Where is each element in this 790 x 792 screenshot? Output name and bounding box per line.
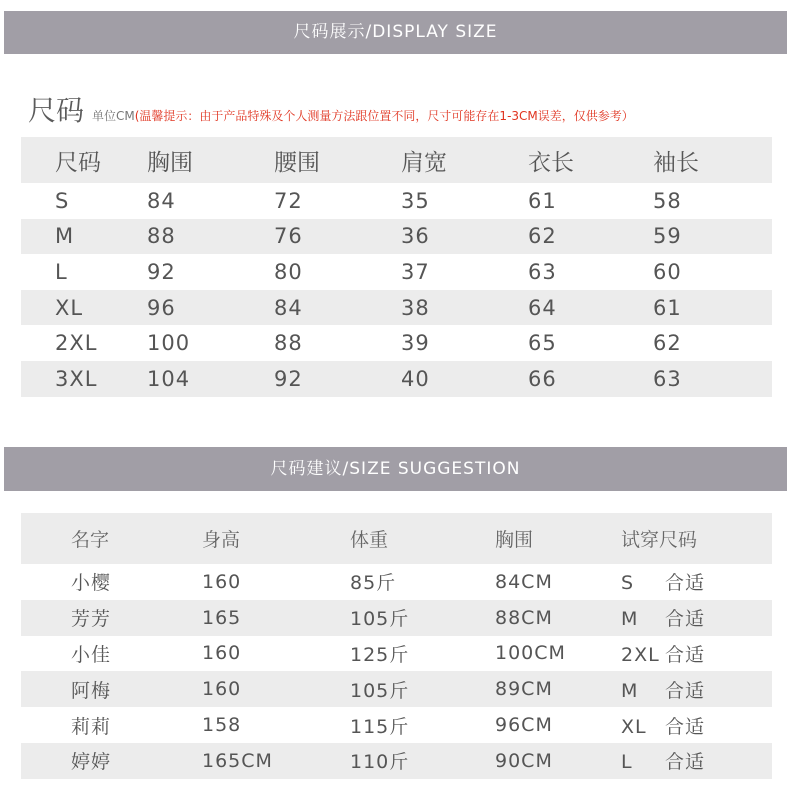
cell-weight: 105斤 bbox=[350, 600, 495, 636]
cell-name: 阿梅 bbox=[21, 671, 202, 707]
table-row bbox=[21, 361, 772, 397]
tried-size-value: L bbox=[621, 751, 633, 774]
cell-length: 63 bbox=[528, 259, 557, 284]
table-row bbox=[21, 290, 772, 326]
size-heading-title: 尺码 bbox=[28, 94, 85, 127]
suggestion-table-header bbox=[21, 513, 772, 564]
header-chest: 胸围 bbox=[147, 137, 274, 183]
cell-length: 64 bbox=[528, 290, 653, 326]
cell-chest: 89CM bbox=[495, 671, 621, 707]
table-row bbox=[21, 671, 772, 707]
cell-waist: 84 bbox=[274, 290, 401, 326]
cell-tried-size bbox=[621, 707, 772, 743]
cell-tried-size bbox=[621, 564, 772, 600]
cell-chest: 88CM bbox=[495, 600, 621, 636]
cell-weight: 125斤 bbox=[350, 643, 410, 666]
cell-name: 小佳 bbox=[71, 643, 112, 666]
table-row bbox=[21, 219, 772, 255]
cell-waist: 80 bbox=[274, 259, 303, 284]
cell-length: 65 bbox=[528, 331, 557, 356]
cell-size: 2XL bbox=[55, 331, 98, 356]
tried-size-value: M bbox=[621, 608, 639, 631]
fit-label: 合适 bbox=[665, 715, 706, 738]
cell-weight: 105斤 bbox=[350, 671, 495, 707]
header-weight: 体重 bbox=[350, 513, 495, 564]
cell-sleeve: 59 bbox=[653, 219, 772, 255]
fit-label: 合适 bbox=[665, 572, 706, 595]
cell-chest: 88 bbox=[147, 219, 274, 255]
cell-tried-size bbox=[621, 600, 772, 636]
table-row bbox=[21, 636, 772, 672]
cell-sleeve: 62 bbox=[653, 331, 682, 356]
cell-waist: 88 bbox=[274, 331, 303, 356]
cell-height: 160 bbox=[202, 570, 242, 593]
tried-size-value: S bbox=[621, 572, 635, 595]
cell-chest: 84 bbox=[147, 188, 176, 213]
fit-label: 合适 bbox=[665, 643, 706, 666]
cell-chest: 100 bbox=[147, 331, 191, 356]
cell-name: 莉莉 bbox=[71, 715, 112, 738]
cell-shoulder: 36 bbox=[401, 219, 528, 255]
table-row bbox=[21, 183, 772, 219]
cell-shoulder: 39 bbox=[401, 331, 430, 356]
size-suggestion-banner: 尺码建议/SIZE SUGGESTION bbox=[4, 447, 787, 491]
cell-chest: 92 bbox=[147, 259, 176, 284]
cell-name: 婷婷 bbox=[21, 743, 202, 779]
cell-name: 芳芳 bbox=[21, 600, 202, 636]
header-length: 衣长 bbox=[528, 137, 653, 183]
tried-size-value: XL bbox=[621, 715, 647, 738]
header-height: 身高 bbox=[202, 513, 350, 564]
cell-length: 66 bbox=[528, 361, 653, 397]
header-tried-size: 试穿尺码 bbox=[621, 513, 772, 564]
tried-size-value: M bbox=[621, 679, 639, 702]
cell-weight: 115斤 bbox=[350, 715, 410, 738]
cell-waist: 72 bbox=[274, 188, 303, 213]
size-table bbox=[21, 137, 772, 397]
cell-size: L bbox=[55, 259, 68, 284]
header-name: 名字 bbox=[21, 513, 202, 564]
cell-height: 165 bbox=[202, 600, 350, 636]
cell-sleeve: 58 bbox=[653, 188, 682, 213]
measurement-note: (温馨提示：由于产品特殊及个人测量方法跟位置不同，尺寸可能存在1-3CM误差，仅供参考） bbox=[134, 109, 634, 123]
cell-weight: 85斤 bbox=[350, 572, 397, 595]
cell-chest: 100CM bbox=[495, 642, 566, 665]
fit-label: 合适 bbox=[665, 679, 706, 702]
cell-waist: 76 bbox=[274, 219, 401, 255]
table-row bbox=[21, 600, 772, 636]
unit-label: 单位CM bbox=[92, 109, 135, 123]
cell-shoulder: 37 bbox=[401, 259, 430, 284]
cell-height: 160 bbox=[202, 671, 350, 707]
display-size-banner: 尺码展示/DISPLAY SIZE bbox=[4, 11, 787, 54]
cell-shoulder: 38 bbox=[401, 290, 528, 326]
cell-height: 160 bbox=[202, 642, 242, 665]
header-chest: 胸围 bbox=[495, 513, 621, 564]
header-size: 尺码 bbox=[21, 137, 147, 183]
cell-chest: 104 bbox=[147, 361, 274, 397]
table-row bbox=[21, 707, 772, 743]
cell-weight: 110斤 bbox=[350, 743, 495, 779]
size-heading bbox=[28, 89, 634, 129]
cell-size: 3XL bbox=[21, 361, 147, 397]
tried-size-value: 2XL bbox=[621, 643, 660, 666]
cell-tried-size bbox=[621, 636, 772, 672]
table-row bbox=[21, 254, 772, 290]
cell-size: M bbox=[21, 219, 147, 255]
cell-chest: 96 bbox=[147, 290, 274, 326]
cell-name: 小樱 bbox=[71, 572, 112, 595]
table-row bbox=[21, 564, 772, 600]
header-sleeve: 袖长 bbox=[653, 137, 772, 183]
cell-size: XL bbox=[21, 290, 147, 326]
table-row bbox=[21, 743, 772, 779]
fit-label: 合适 bbox=[665, 608, 706, 631]
table-row bbox=[21, 325, 772, 361]
size-table-header bbox=[21, 137, 772, 183]
cell-tried-size bbox=[621, 743, 772, 779]
cell-height: 158 bbox=[202, 714, 242, 737]
cell-length: 62 bbox=[528, 219, 653, 255]
suggestion-table bbox=[21, 513, 772, 779]
header-shoulder: 肩宽 bbox=[401, 137, 528, 183]
cell-sleeve: 63 bbox=[653, 361, 772, 397]
header-waist: 腰围 bbox=[274, 137, 401, 183]
cell-sleeve: 61 bbox=[653, 290, 772, 326]
cell-chest: 96CM bbox=[495, 714, 553, 737]
cell-tried-size bbox=[621, 671, 772, 707]
cell-sleeve: 60 bbox=[653, 259, 682, 284]
fit-label: 合适 bbox=[665, 751, 706, 774]
cell-height: 165CM bbox=[202, 743, 350, 779]
cell-size: S bbox=[55, 188, 70, 213]
cell-chest: 90CM bbox=[495, 743, 621, 779]
cell-length: 61 bbox=[528, 188, 557, 213]
cell-shoulder: 40 bbox=[401, 361, 528, 397]
cell-waist: 92 bbox=[274, 361, 401, 397]
cell-chest: 84CM bbox=[495, 570, 553, 593]
cell-shoulder: 35 bbox=[401, 188, 430, 213]
